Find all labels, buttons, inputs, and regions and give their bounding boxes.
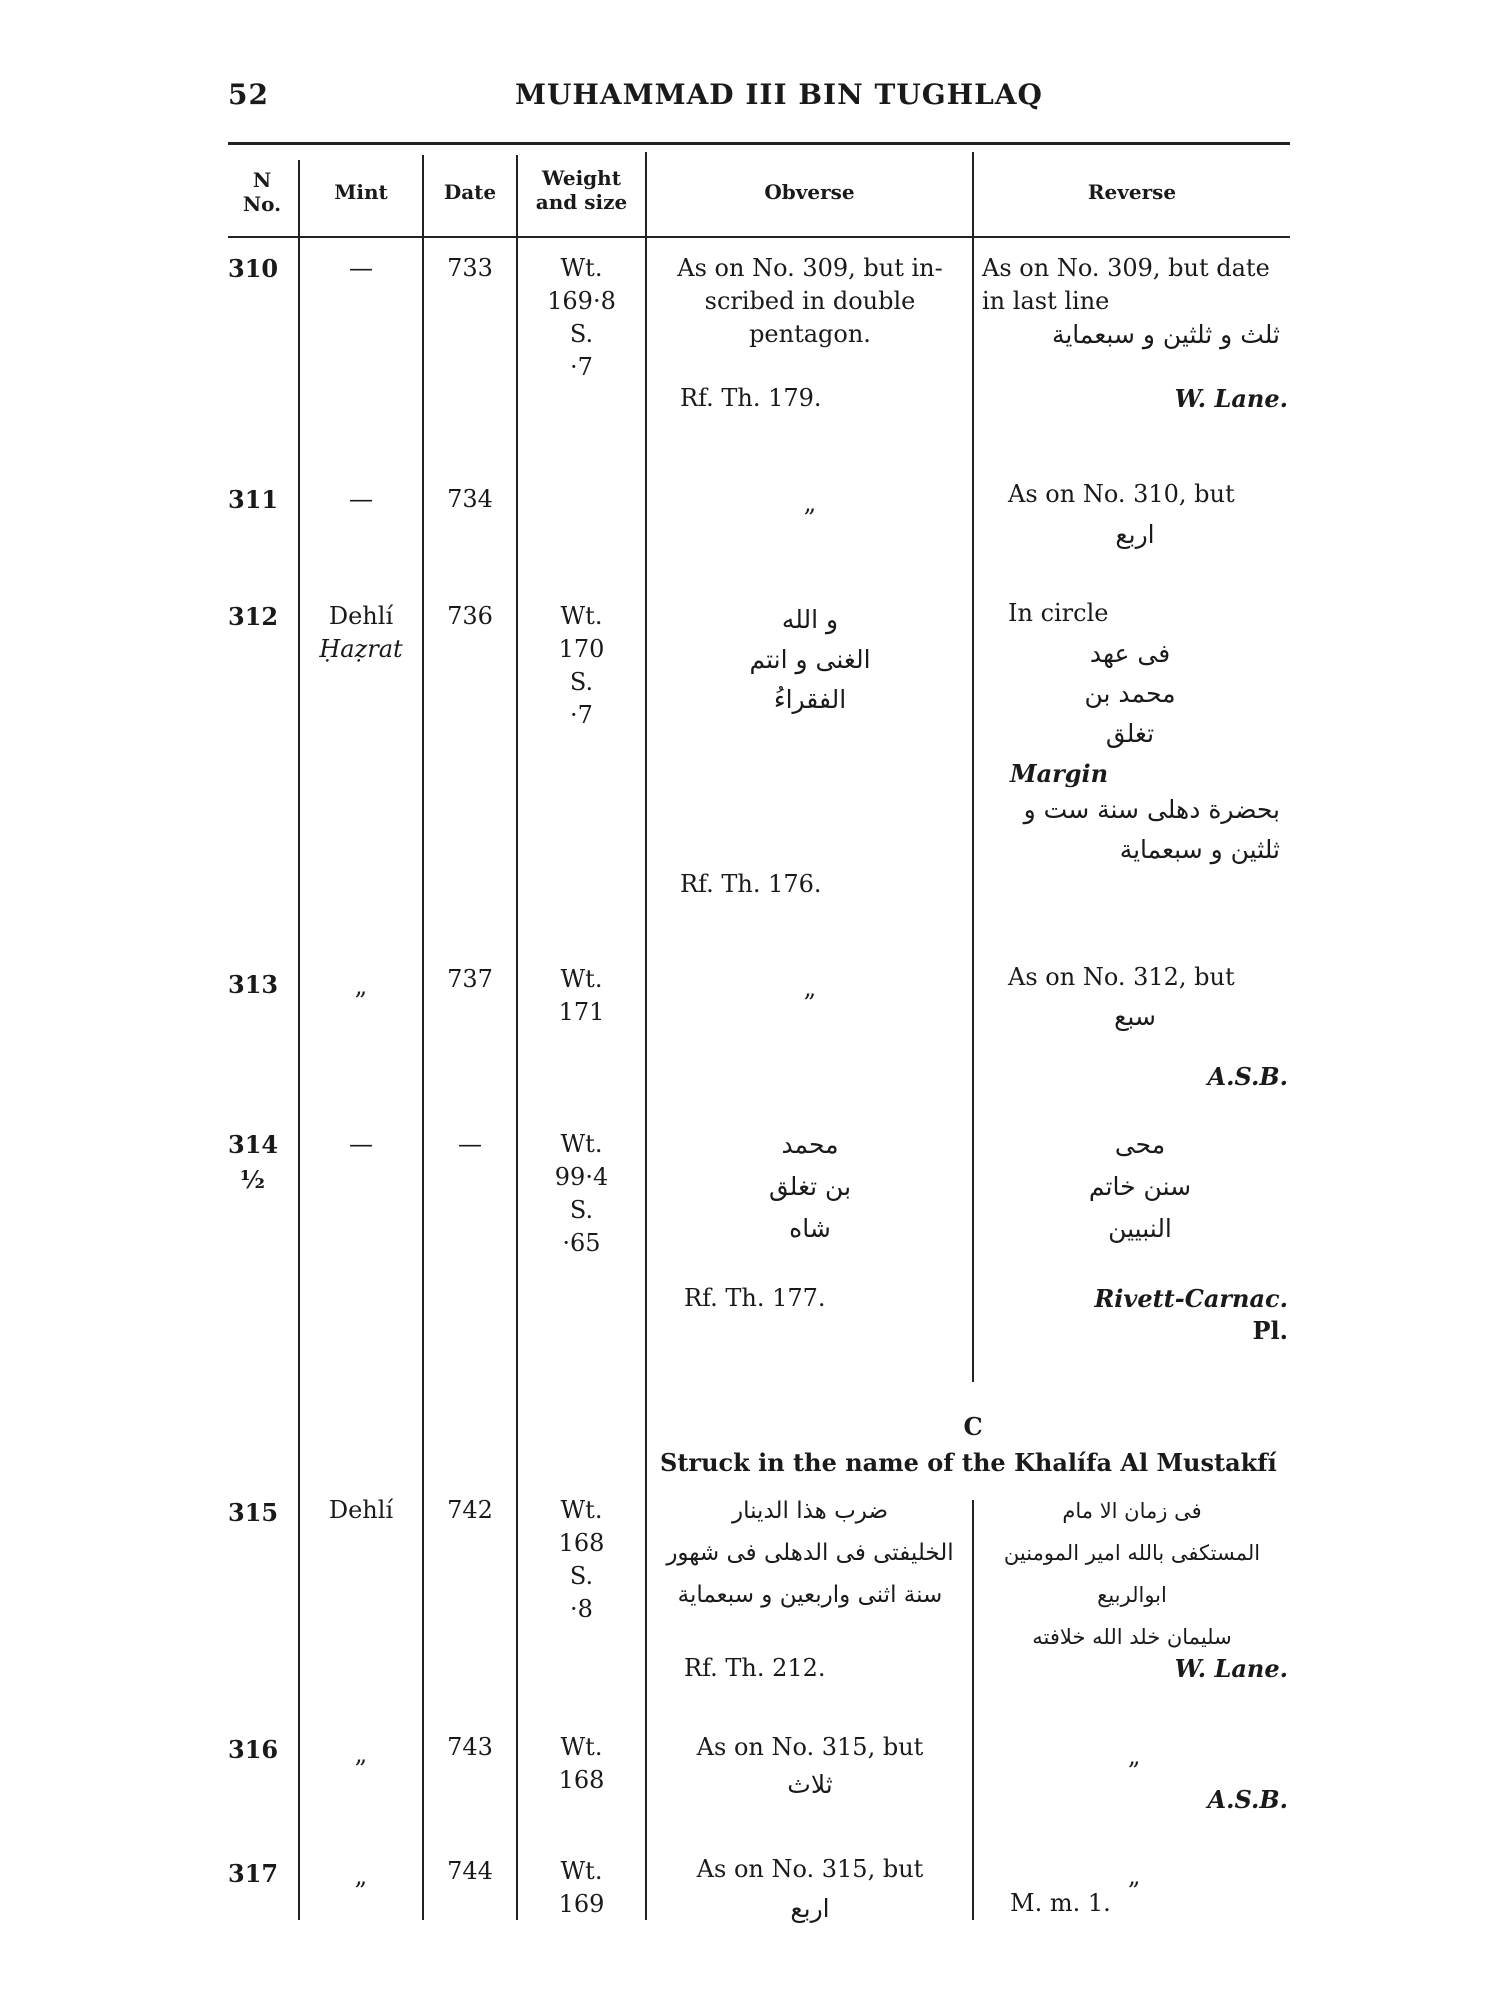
row-314-source: Rivett-Carnac.: [1094, 1284, 1288, 1313]
row-310-reverse: As on No. 309, but date in last line: [982, 254, 1270, 315]
row-313-source: A.S.B.: [1207, 1062, 1288, 1091]
row-316-weight: Wt. 168: [558, 1733, 605, 1794]
col-header-date: Date: [443, 180, 497, 204]
section-heading-name: Khalífa: [1014, 1448, 1113, 1477]
row-312-obverse-arabic: و الله الغنى و انتم الفقراءُ: [749, 605, 871, 714]
row-311-obverse-ditto: „: [803, 489, 817, 517]
row-313-reverse: As on No. 312, but: [1008, 963, 1235, 991]
row-314-source-plate: Pl.: [1252, 1316, 1288, 1345]
page-number: 52: [228, 78, 269, 111]
section-heading: [660, 1446, 1277, 1479]
col-header-no-symbol: N: [252, 168, 272, 192]
row-316-mint: „: [354, 1740, 368, 1768]
col-rule-5: [972, 152, 974, 1382]
row-311-reverse: As on No. 310, but: [1008, 480, 1235, 508]
row-314-date: —: [458, 1130, 482, 1158]
col-rule-2: [422, 155, 424, 1920]
col-header-reverse: Reverse: [1087, 180, 1177, 204]
row-316-obverse: As on No. 315, but: [696, 1733, 924, 1761]
row-314-mint: —: [349, 1130, 373, 1158]
row-317-date: 744: [447, 1857, 493, 1885]
row-314-obverse-arabic: محمد بن تغلق شاه: [768, 1130, 852, 1243]
row-312-reverse-arabic: فى عهد محمد بن تغلق: [1084, 639, 1176, 748]
section-letter: C: [963, 1412, 983, 1441]
row-317-no: 317: [228, 1859, 279, 1888]
row-311-date: 734: [447, 485, 493, 513]
row-315-weight: Wt. 168 S. ·8: [558, 1496, 605, 1623]
row-310-source: W. Lane.: [1174, 384, 1288, 413]
row-311-mint: —: [349, 485, 373, 513]
row-310-mint: —: [349, 254, 373, 282]
col-header-no-label: No.: [242, 192, 282, 216]
row-314-ref: Rf. Th. 177.: [684, 1284, 826, 1312]
section-heading-prefix: Struck in the name of the: [660, 1448, 1015, 1477]
row-317-mint: „: [354, 1862, 368, 1890]
col-header-no: [228, 168, 296, 216]
row-311-reverse-arabic: اربع: [1115, 520, 1155, 549]
row-311-no: 311: [228, 485, 279, 514]
col-header-obverse: Obverse: [764, 180, 855, 204]
row-316-reverse-ditto: „: [1128, 1742, 1141, 1770]
row-310-reverse-arabic: ثلث و ثلثين و سبعماية: [1051, 320, 1280, 349]
row-312-margin-label: Margin: [1010, 759, 1109, 788]
row-313-date: 737: [447, 965, 493, 993]
row-315-obverse-arabic: ضرب هذا الدينار الخليفتى فى الدهلى فى شهور سنة اثنى واربعين و سبعماية: [666, 1498, 954, 1608]
row-316-obverse-arabic: ثلاث: [787, 1770, 833, 1799]
row-316-source: A.S.B.: [1207, 1785, 1288, 1814]
row-317-obverse: As on No. 315, but: [696, 1855, 924, 1883]
row-314-weight: Wt. 99·4 S. ·65: [554, 1130, 609, 1257]
row-312-margin-arabic: بحضرة دهلى سنة ست و ثلثين و سبعماية: [1023, 795, 1280, 864]
row-315-source: W. Lane.: [1174, 1654, 1288, 1683]
row-313-no: 313: [228, 970, 279, 999]
col-header-mint: Mint: [334, 180, 388, 204]
row-312-weight: Wt. 170 S. ·7: [558, 602, 605, 729]
row-312-ref: Rf. Th. 176.: [680, 870, 822, 898]
row-310-no: 310: [228, 254, 279, 283]
row-310-weight: Wt. 169·8 S. ·7: [547, 254, 616, 381]
row-312-date: 736: [447, 602, 493, 630]
row-312-no: 312: [228, 602, 279, 631]
row-315-reverse-arabic: فى زمان الا مام المستكفى بالله امير المومنين ابوالربيع سليمان خلد الله خلافته: [1003, 1499, 1261, 1649]
row-310-date: 733: [447, 254, 493, 282]
row-317-reverse-ditto: „: [1128, 1862, 1141, 1890]
col-header-weight: [518, 166, 645, 214]
row-316-date: 743: [447, 1733, 493, 1761]
col-rule-4: [645, 152, 647, 1920]
row-315-date: 742: [447, 1496, 493, 1524]
row-314-reverse-arabic: محى سنن خاتم النبيين: [1088, 1130, 1192, 1243]
col-header-weight-bottom: and size: [535, 190, 628, 214]
row-315-no: 315: [228, 1498, 279, 1527]
row-312-mint-qualifier: Ḥaẓrat: [319, 635, 403, 663]
col-header-weight-top: Weight: [542, 166, 621, 190]
row-313-weight: Wt. 171: [558, 965, 605, 1026]
row-315-mint: Dehlí: [328, 1496, 394, 1524]
row-312-mint: Dehlí: [328, 602, 394, 630]
section-heading-suffix: Al Mustakfí: [1112, 1448, 1277, 1477]
row-315-ref: Rf. Th. 212.: [684, 1654, 826, 1682]
row-313-reverse-arabic: سبع: [1114, 1002, 1156, 1031]
col-rule-1: [298, 160, 300, 1920]
row-313-mint: „: [354, 972, 368, 1000]
row-317-weight: Wt. 169: [558, 1857, 605, 1918]
row-317-source: M. m. 1.: [1010, 1889, 1111, 1917]
row-316-no: 316: [228, 1735, 279, 1764]
row-317-obverse-arabic: اربع: [790, 1894, 830, 1923]
col-rule-3: [516, 155, 518, 1920]
row-312-reverse: In circle: [1008, 599, 1109, 627]
row-313-obverse-ditto: „: [803, 974, 817, 1002]
row-310-ref: Rf. Th. 179.: [680, 384, 822, 412]
row-314-no: 314: [228, 1130, 279, 1159]
col-rule-5b: [972, 1500, 974, 1920]
header-rule: [228, 236, 1290, 238]
top-rule: [228, 142, 1290, 145]
row-310-obverse: As on No. 309, but in- scribed in double pentagon.: [677, 254, 943, 348]
row-314-fraction: ½: [240, 1165, 266, 1194]
running-title: MUHAMMAD III BIN TUGHLAQ: [515, 78, 1043, 111]
